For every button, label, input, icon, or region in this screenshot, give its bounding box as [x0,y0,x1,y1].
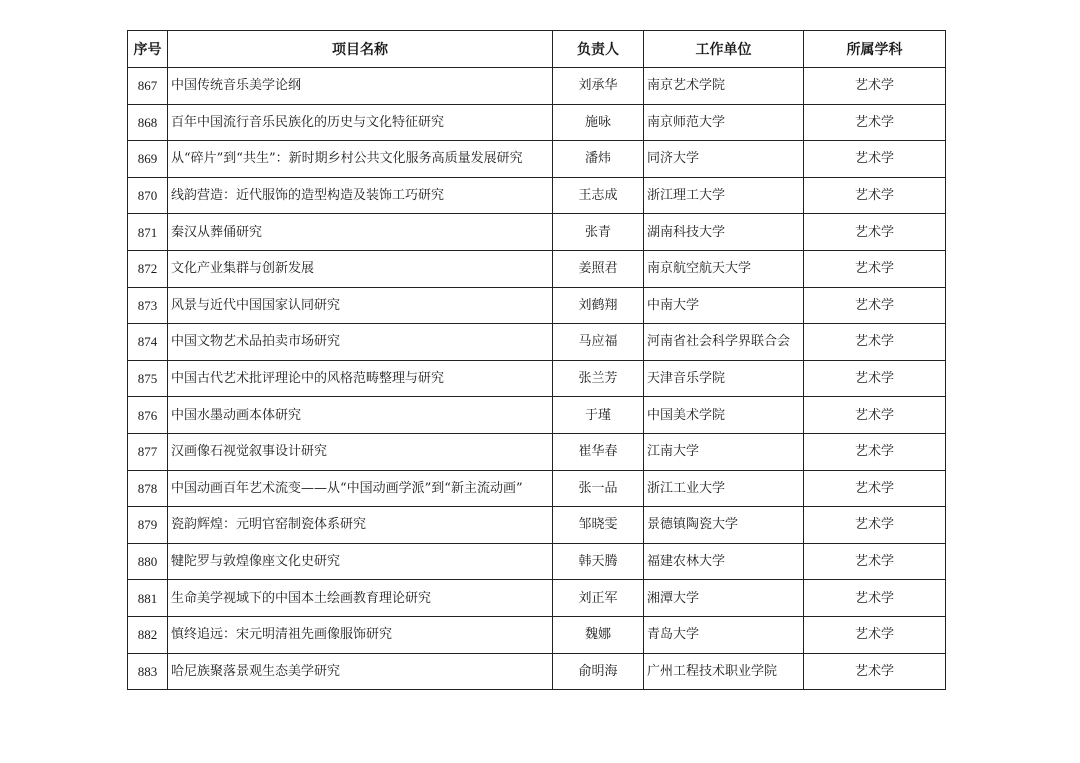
table-body [128,68,946,690]
cell-no: 874 [128,324,168,361]
cell-work-unit: 河南省社会科学界联合会 [644,324,804,361]
cell-subject: 艺术学 [804,470,946,507]
cell-person-in-charge: 姜照君 [553,250,644,287]
cell-no: 875 [128,360,168,397]
table-row [128,507,946,544]
cell-person-in-charge: 魏娜 [553,616,644,653]
cell-subject: 艺术学 [804,104,946,141]
cell-no: 883 [128,653,168,690]
table-row [128,141,946,178]
table-row [128,543,946,580]
cell-person-in-charge: 刘正军 [553,580,644,617]
table-header [128,31,946,68]
table-row [128,104,946,141]
cell-project-name: 百年中国流行音乐民族化的历史与文化特征研究 [168,104,553,141]
cell-person-in-charge: 张一品 [553,470,644,507]
cell-person-in-charge: 施咏 [553,104,644,141]
header-work-unit: 工作单位 [644,31,804,68]
cell-project-name: 中国动画百年艺术流变——从“中国动画学派”到“新主流动画” [168,470,553,507]
cell-person-in-charge: 于瑾 [553,397,644,434]
cell-subject: 艺术学 [804,287,946,324]
cell-subject: 艺术学 [804,177,946,214]
cell-person-in-charge: 张兰芳 [553,360,644,397]
table-row [128,360,946,397]
cell-no: 880 [128,543,168,580]
cell-no: 881 [128,580,168,617]
cell-work-unit: 浙江工业大学 [644,470,804,507]
cell-no: 879 [128,507,168,544]
table-row [128,250,946,287]
cell-project-name: 犍陀罗与敦煌像座文化史研究 [168,543,553,580]
header-row [128,31,946,68]
cell-subject: 艺术学 [804,616,946,653]
table-row [128,653,946,690]
cell-no: 878 [128,470,168,507]
cell-work-unit: 景德镇陶瓷大学 [644,507,804,544]
cell-project-name: 中国传统音乐美学论纲 [168,68,553,105]
cell-project-name: 汉画像石视觉叙事设计研究 [168,433,553,470]
cell-subject: 艺术学 [804,324,946,361]
cell-person-in-charge: 张青 [553,214,644,251]
header-person-in-charge: 负责人 [553,31,644,68]
cell-subject: 艺术学 [804,543,946,580]
cell-project-name: 中国文物艺术品拍卖市场研究 [168,324,553,361]
cell-project-name: 中国古代艺术批评理论中的风格范畴整理与研究 [168,360,553,397]
cell-work-unit: 浙江理工大学 [644,177,804,214]
cell-no: 872 [128,250,168,287]
cell-work-unit: 江南大学 [644,433,804,470]
cell-person-in-charge: 俞明海 [553,653,644,690]
cell-project-name: 慎终追远：宋元明清祖先画像服饰研究 [168,616,553,653]
cell-no: 868 [128,104,168,141]
table-row [128,287,946,324]
cell-no: 871 [128,214,168,251]
cell-no: 867 [128,68,168,105]
cell-subject: 艺术学 [804,433,946,470]
cell-subject: 艺术学 [804,68,946,105]
cell-work-unit: 南京航空航天大学 [644,250,804,287]
cell-project-name: 从“碎片”到“共生”：新时期乡村公共文化服务高质量发展研究 [168,141,553,178]
cell-work-unit: 广州工程技术职业学院 [644,653,804,690]
cell-work-unit: 中国美术学院 [644,397,804,434]
cell-work-unit: 南京艺术学院 [644,68,804,105]
cell-work-unit: 同济大学 [644,141,804,178]
table-row [128,470,946,507]
cell-work-unit: 湘潭大学 [644,580,804,617]
cell-project-name: 线韵营造：近代服饰的造型构造及装饰工巧研究 [168,177,553,214]
cell-work-unit: 青岛大学 [644,616,804,653]
cell-person-in-charge: 崔华春 [553,433,644,470]
cell-subject: 艺术学 [804,580,946,617]
header-project-name: 项目名称 [168,31,553,68]
cell-no: 873 [128,287,168,324]
cell-work-unit: 湖南科技大学 [644,214,804,251]
cell-subject: 艺术学 [804,214,946,251]
cell-work-unit: 福建农林大学 [644,543,804,580]
table-row [128,177,946,214]
cell-subject: 艺术学 [804,250,946,287]
cell-project-name: 瓷韵辉煌：元明官窑制瓷体系研究 [168,507,553,544]
cell-person-in-charge: 韩天腾 [553,543,644,580]
cell-no: 877 [128,433,168,470]
project-list-table [127,30,946,690]
table-row [128,68,946,105]
cell-project-name: 生命美学视域下的中国本土绘画教育理论研究 [168,580,553,617]
table-row [128,433,946,470]
header-subject: 所属学科 [804,31,946,68]
cell-project-name: 秦汉从葬俑研究 [168,214,553,251]
cell-person-in-charge: 邹晓雯 [553,507,644,544]
cell-person-in-charge: 潘炜 [553,141,644,178]
cell-project-name: 文化产业集群与创新发展 [168,250,553,287]
cell-person-in-charge: 马应福 [553,324,644,361]
cell-subject: 艺术学 [804,397,946,434]
cell-project-name: 风景与近代中国国家认同研究 [168,287,553,324]
cell-no: 870 [128,177,168,214]
cell-no: 869 [128,141,168,178]
table-row [128,397,946,434]
cell-work-unit: 中南大学 [644,287,804,324]
table-row [128,616,946,653]
cell-work-unit: 南京师范大学 [644,104,804,141]
cell-subject: 艺术学 [804,141,946,178]
cell-no: 876 [128,397,168,434]
table-row [128,324,946,361]
cell-project-name: 中国水墨动画本体研究 [168,397,553,434]
cell-project-name: 哈尼族聚落景观生态美学研究 [168,653,553,690]
header-no: 序号 [128,31,168,68]
cell-work-unit: 天津音乐学院 [644,360,804,397]
cell-subject: 艺术学 [804,653,946,690]
cell-person-in-charge: 刘承华 [553,68,644,105]
table-row [128,214,946,251]
cell-person-in-charge: 王志成 [553,177,644,214]
cell-no: 882 [128,616,168,653]
cell-subject: 艺术学 [804,360,946,397]
table-row [128,580,946,617]
cell-subject: 艺术学 [804,507,946,544]
cell-person-in-charge: 刘鹤翔 [553,287,644,324]
